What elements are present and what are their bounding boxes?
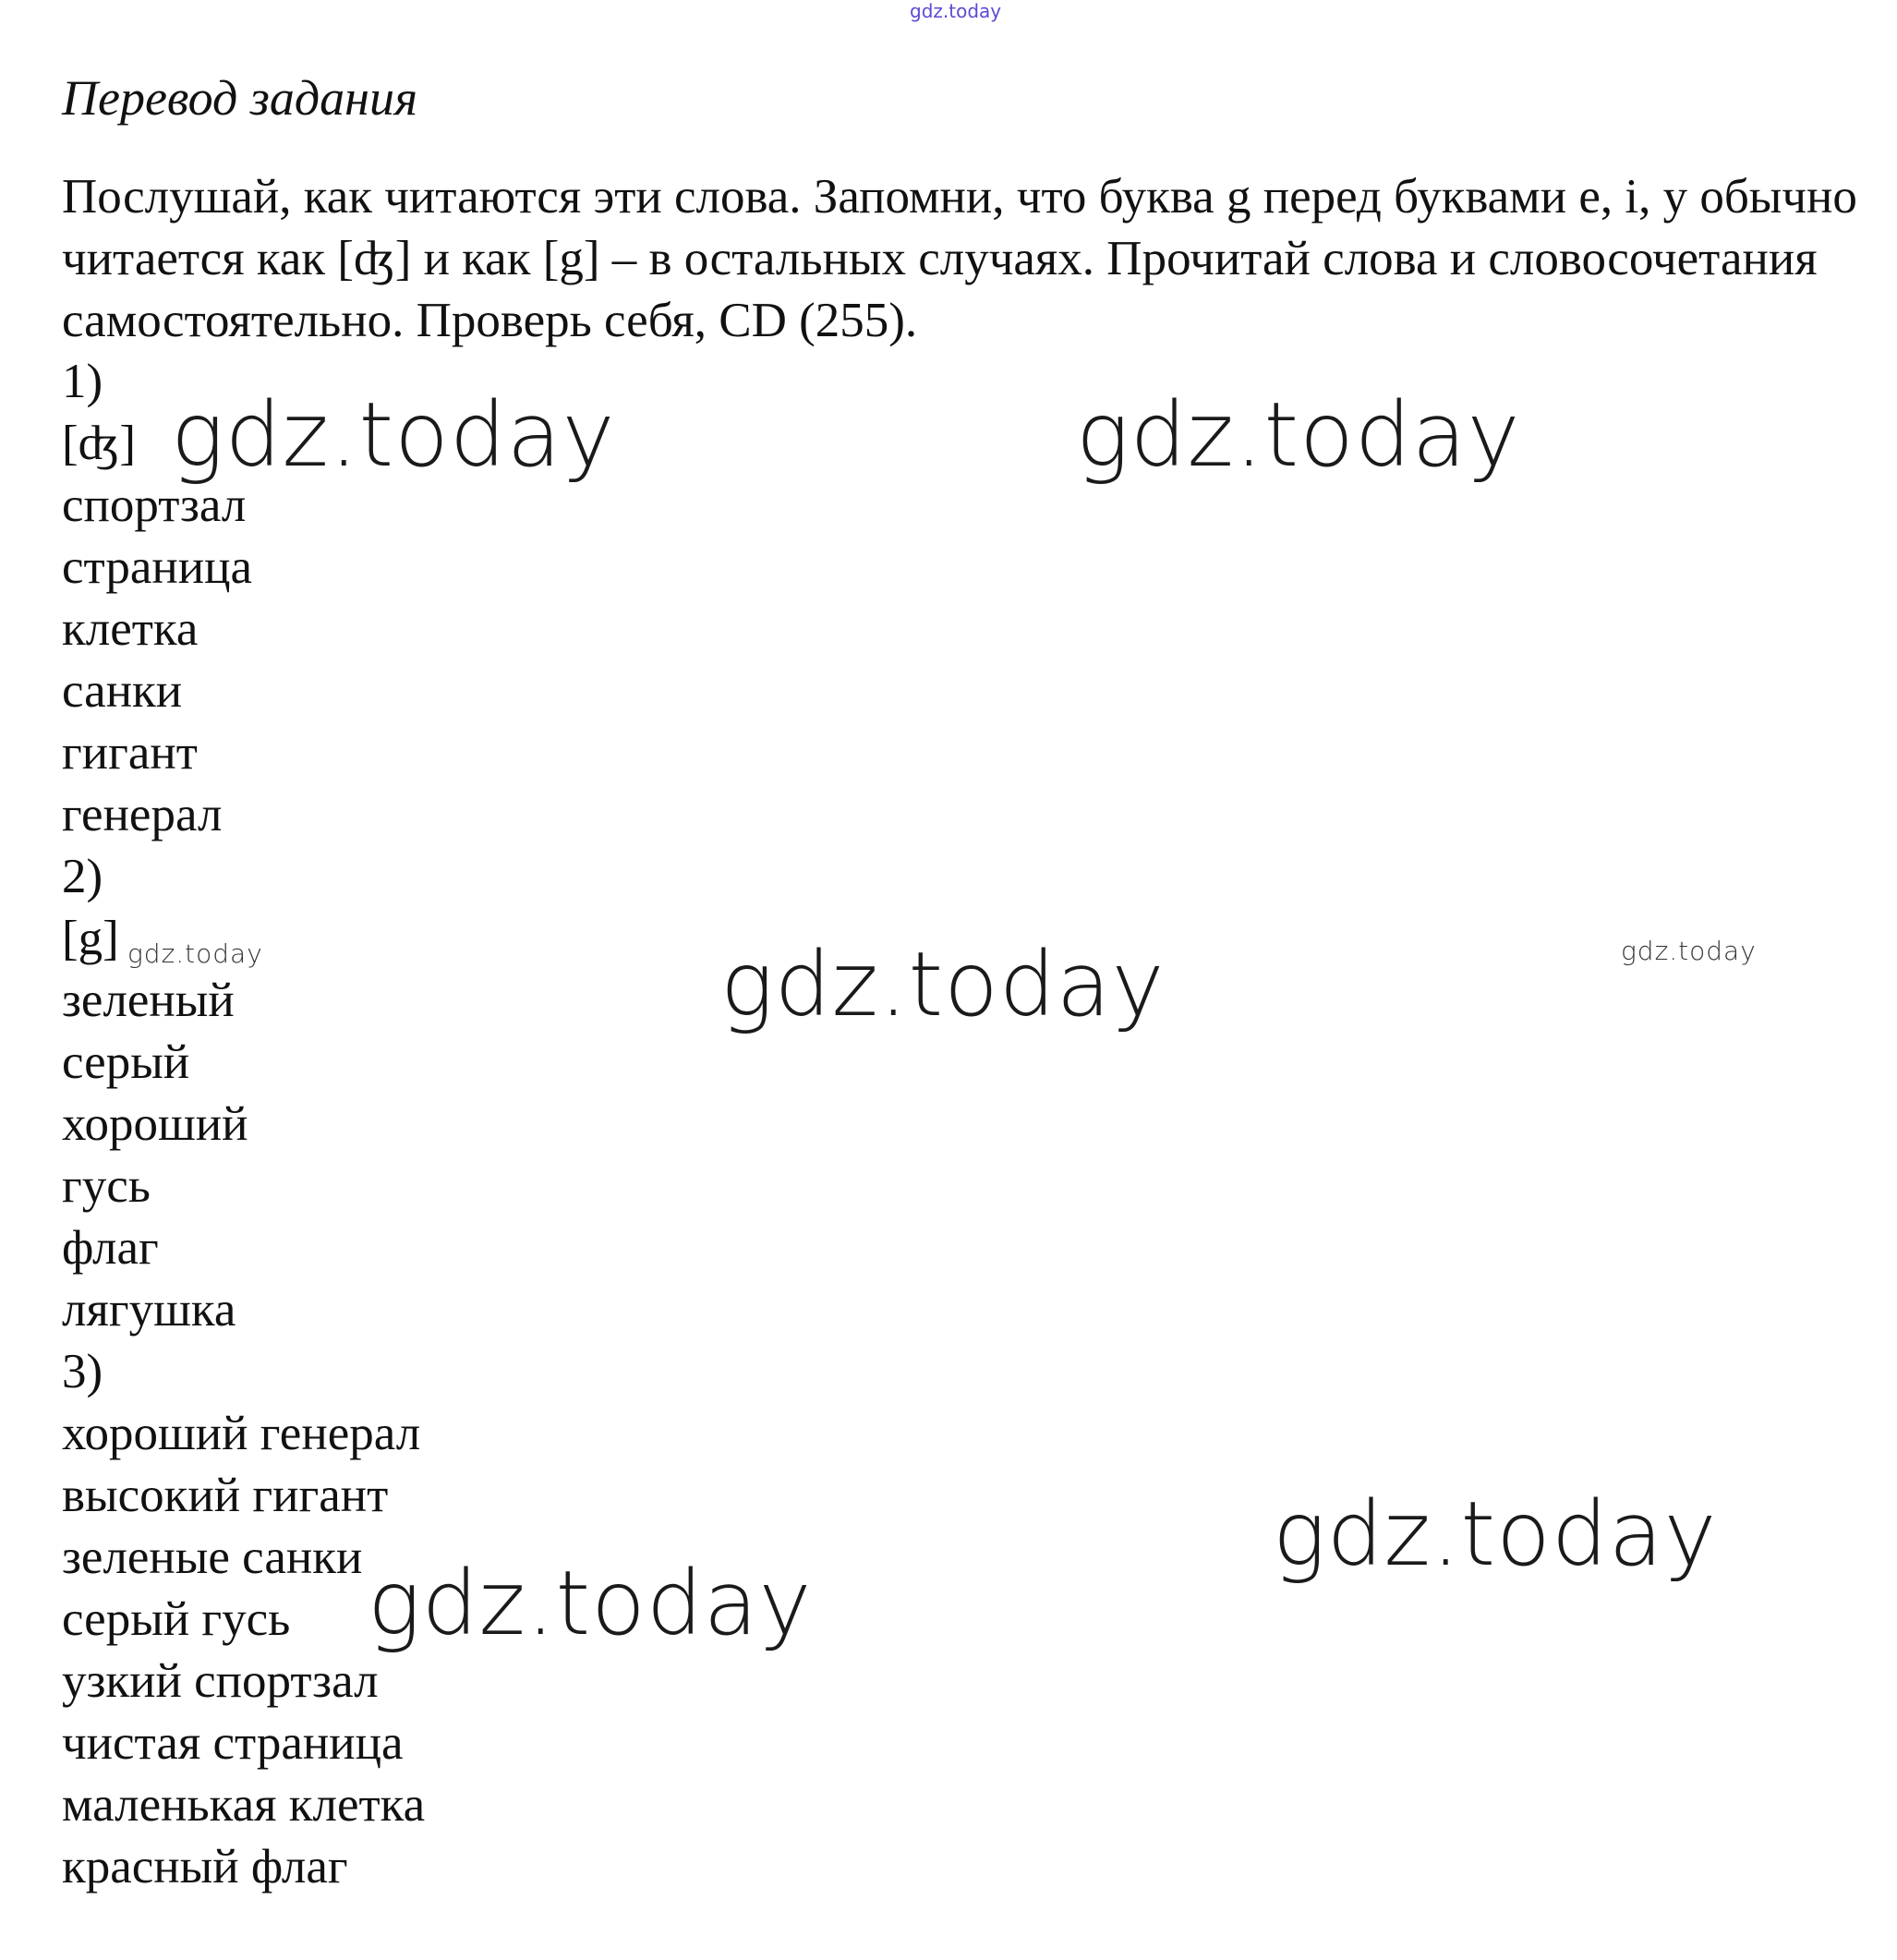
page-title: Перевод задания [62, 70, 418, 126]
list-item: флаг [62, 1221, 159, 1275]
list-item: серый [62, 1035, 190, 1089]
list-item: зеленый [62, 974, 235, 1027]
watermark-top: gdz.today [910, 0, 1002, 22]
watermark-small: gdz.today [1621, 936, 1757, 966]
list-item: [g] [62, 912, 119, 965]
list-item: хороший генерал [62, 1407, 421, 1460]
list-item: зеленые санки [62, 1530, 363, 1584]
list-item: красный флаг [62, 1840, 348, 1893]
list-item: санки [62, 664, 183, 718]
list-item: страница [62, 540, 252, 594]
watermark: gdz.today [1076, 383, 1521, 487]
word-list [62, 351, 425, 1898]
list-item: 1) [62, 355, 103, 408]
list-item: высокий гигант [62, 1469, 389, 1522]
list-item: чистая страница [62, 1716, 404, 1770]
list-item: генерал [62, 788, 223, 841]
list-item: узкий спортзал [62, 1654, 379, 1708]
list-item: маленькая клетка [62, 1778, 426, 1832]
watermark-small: gdz.today [127, 938, 263, 969]
list-item: гигант [62, 726, 198, 780]
list-item: спортзал [62, 478, 247, 532]
watermark: gdz.today [1273, 1482, 1718, 1586]
list-item: лягушка [62, 1283, 236, 1337]
list-item: хороший [62, 1097, 248, 1151]
list-item: [ʤ] [62, 417, 137, 470]
list-item: серый гусь [62, 1592, 291, 1646]
task-instructions: Послушай, как читаются эти слова. Запомни, что буква g перед буквами e, i, y обычно читается как [ʤ] и как [g] – в остальных случаях. Прочитай слова и словосочетания самостоятельно. Проверь себя, CD (255). [62, 170, 1857, 347]
list-item: гусь [62, 1159, 151, 1213]
list-item: 3) [62, 1345, 103, 1398]
watermark: gdz.today [171, 383, 616, 487]
watermark: gdz.today [368, 1552, 813, 1655]
watermark: gdz.today [720, 933, 1166, 1036]
list-item: клетка [62, 602, 199, 656]
list-item: 2) [62, 850, 103, 903]
